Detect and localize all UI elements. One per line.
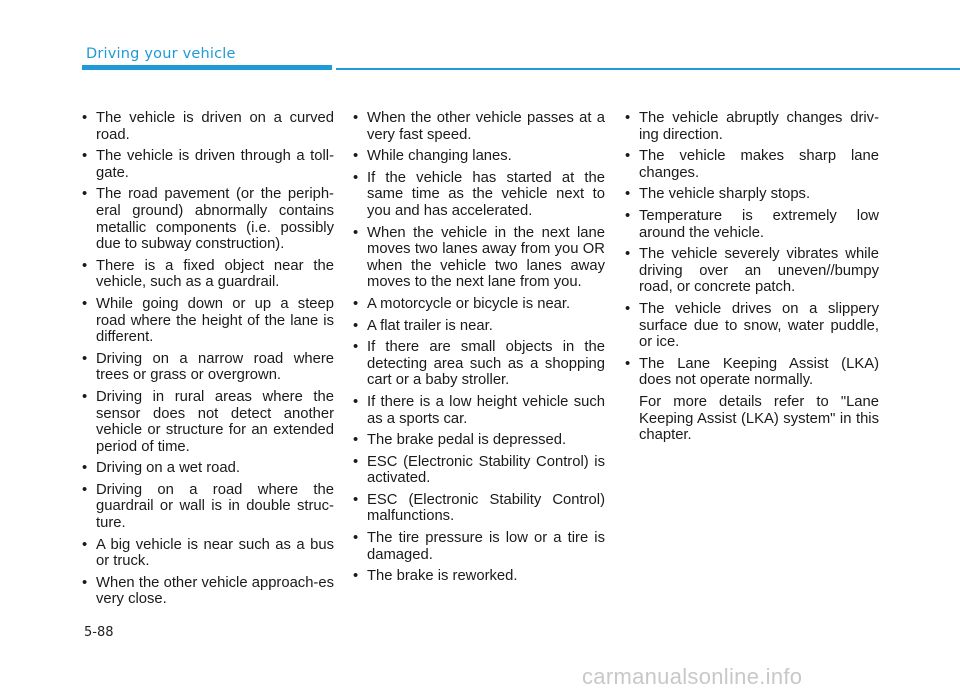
bullet-icon: • <box>625 110 631 126</box>
list-item: • There is a fixed object near the vehicle, such as a guardrail. <box>82 257 334 291</box>
bullet-icon: • <box>353 169 359 186</box>
page-number: 5-88 <box>84 625 114 640</box>
header-rule-thin <box>336 68 960 70</box>
list-item: • ESC (Electronic Stability Control) is activated. <box>353 453 605 487</box>
list-item: • The vehicle severely vibrates while driving over an uneven//bumpy road, or concrete patch. <box>625 246 879 296</box>
list-item: • While going down or up a steep road where the height of the lane is different. <box>82 295 334 346</box>
bullet-icon: • <box>353 148 359 165</box>
bullet-icon: • <box>353 110 359 126</box>
list-item: • When the other vehicle passes at a very fast speed. <box>353 110 605 143</box>
bullet-icon: • <box>82 574 88 591</box>
bullet-icon: • <box>82 295 88 312</box>
list-item: • When the other vehicle approach-es very close. <box>82 574 334 608</box>
bullet-icon: • <box>353 568 359 585</box>
header-rule-thick <box>82 65 332 70</box>
bullet-icon: • <box>625 148 631 165</box>
bullet-icon: • <box>625 355 631 372</box>
list-item: • The vehicle is driven through a toll-gate. <box>82 148 334 181</box>
bullet-icon: • <box>625 300 631 317</box>
section-title: Driving your vehicle <box>86 46 236 62</box>
list-item: • The vehicle drives on a slippery surface due to snow, water puddle, or ice. <box>625 300 879 351</box>
list-item: • The road pavement (or the periph-eral ground) abnormally contains metallic components (i.e. possibly due to subway construction). <box>82 186 334 253</box>
bullet-icon: • <box>353 295 359 312</box>
list-item: • The brake is reworked. <box>353 568 518 585</box>
list-item: • The brake pedal is depressed. <box>353 432 567 449</box>
column-3-list <box>623 110 879 449</box>
list-item: • The vehicle makes sharp lane changes. <box>625 148 879 181</box>
bullet-icon: • <box>82 257 88 274</box>
list-item: • A motorcycle or bicycle is near. <box>353 295 571 312</box>
bullet-icon: • <box>82 460 88 477</box>
list-item: • The Lane Keeping Assist (LKA) does not operate normally. <box>625 355 879 389</box>
list-item: • If there are small objects in the detecting area such as a shopping cart or a baby stroller. <box>353 339 605 389</box>
bullet-icon: • <box>82 536 88 553</box>
bullet-icon: • <box>82 388 88 405</box>
bullet-icon: • <box>625 186 631 203</box>
column-1-list <box>80 110 334 613</box>
bullet-icon: • <box>353 432 359 449</box>
bullet-icon: • <box>82 186 88 203</box>
list-item: • Driving in rural areas where the sensor does not detect another vehicle or structure for an extended period of time. <box>82 388 334 455</box>
list-item: • A flat trailer is near. <box>353 317 493 334</box>
bullet-icon: • <box>625 207 631 224</box>
list-item: • The vehicle abruptly changes driv-ing direction. <box>625 110 879 143</box>
list-item: • A big vehicle is near such as a bus or truck. <box>82 536 334 570</box>
list-item: • Temperature is extremely low around the vehicle. <box>625 207 879 241</box>
note-text: For more details refer to "Lane Keeping Assist (LKA) system" in this chapter. <box>639 393 879 444</box>
list-item: • When the vehicle in the next lane moves two lanes away from you OR when the vehicle two lanes away moves to the next lane from you. <box>353 224 605 291</box>
bullet-icon: • <box>353 453 359 470</box>
bullet-icon: • <box>353 491 359 508</box>
list-item: • Driving on a road where the guardrail or wall is in double struc-ture. <box>82 481 334 532</box>
list-item: • If there is a low height vehicle such as a sports car. <box>353 393 605 427</box>
list-item: • ESC (Electronic Stability Control) malfunctions. <box>353 491 605 525</box>
list-item: • The vehicle is driven on a curved road. <box>82 110 334 143</box>
list-item: • The vehicle sharply stops. <box>625 186 811 203</box>
list-item: • Driving on a wet road. <box>82 460 240 477</box>
list-item: • While changing lanes. <box>353 148 512 165</box>
bullet-icon: • <box>353 393 359 410</box>
bullet-icon: • <box>353 224 359 241</box>
bullet-icon: • <box>353 317 359 334</box>
bullet-icon: • <box>82 481 88 498</box>
watermark: carmanualsonline.info <box>582 664 803 689</box>
bullet-icon: • <box>82 350 88 367</box>
list-item: • If the vehicle has started at the same time as the vehicle next to you and has accelerated. <box>353 169 605 219</box>
bullet-icon: • <box>353 339 359 356</box>
column-2-list <box>351 110 605 590</box>
bullet-icon: • <box>625 246 631 263</box>
bullet-icon: • <box>82 148 88 165</box>
list-item: • Driving on a narrow road where trees or grass or overgrown. <box>82 350 334 384</box>
bullet-icon: • <box>353 530 359 547</box>
list-item: • The tire pressure is low or a tire is damaged. <box>353 530 605 563</box>
bullet-icon: • <box>82 110 88 126</box>
